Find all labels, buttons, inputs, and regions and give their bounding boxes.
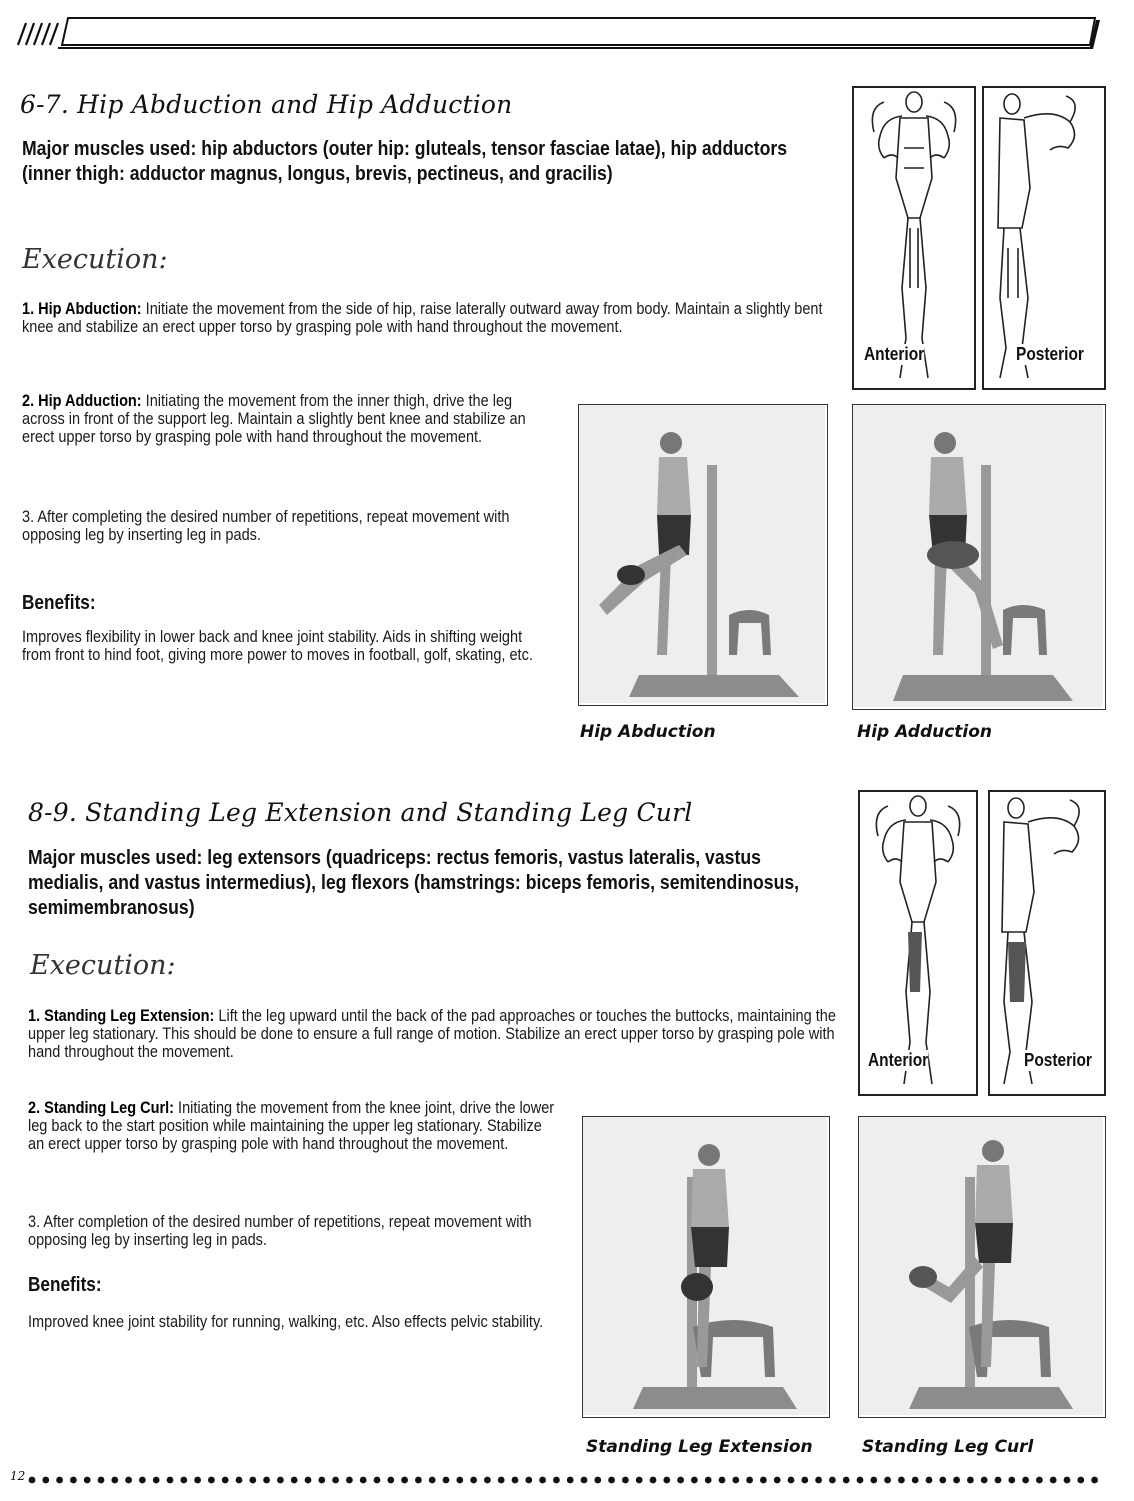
dot [939,1477,946,1484]
dot [746,1477,753,1484]
dot [139,1477,146,1484]
section-title: 6-7. Hip Abduction and Hip Adduction [20,90,513,119]
dot [581,1477,588,1484]
dot [98,1477,105,1484]
step-3-text: 3. After completing the desired number of repetitions, repeat movement with opposing leg by inserting leg in pads. [22,508,510,544]
dot [829,1477,836,1484]
step-3 [22,508,532,544]
posterior-label: Posterior [1016,344,1084,364]
dot [1022,1477,1029,1484]
dot [525,1477,532,1484]
dot [719,1477,726,1484]
anterior-label: Anterior [864,344,925,364]
dot [222,1477,229,1484]
dot [843,1477,850,1484]
dot [608,1477,615,1484]
step-2-label: 2. Hip Adduction: [22,392,142,410]
benefits-text: Improved knee joint stability for running, walking, etc. Also effects pelvic stability. [28,1313,544,1331]
dot [111,1477,118,1484]
standing-leg-extension-photo [582,1116,830,1418]
dot [1091,1477,1098,1484]
posterior-label: Posterior [1024,1050,1092,1070]
dot [898,1477,905,1484]
dotted-rule [28,1472,1108,1488]
dot [981,1477,988,1484]
step-2 [28,1099,560,1153]
dot [1064,1477,1071,1484]
standing-leg-curl-photo [858,1116,1106,1418]
step-1-label: 1. Hip Abduction: [22,300,142,318]
dot [677,1477,684,1484]
dot [277,1477,284,1484]
step-3 [28,1213,560,1249]
step-2-label: 2. Standing Leg Curl: [28,1099,175,1117]
dot [415,1477,422,1484]
leg-curl-figure-icon [859,1117,1103,1415]
dot [995,1477,1002,1484]
step-3-text: 3. After completion of the desired number of repetitions, repeat movement with opposing leg by inserting leg in pads. [28,1213,532,1249]
dot [567,1477,574,1484]
posterior-figure-icon [984,88,1104,388]
dot [926,1477,933,1484]
dot [594,1477,601,1484]
benefits-heading: Benefits: [28,1274,102,1296]
dot [56,1477,63,1484]
dot [512,1477,519,1484]
hip-abduction-figure-icon [579,405,825,703]
dot [636,1477,643,1484]
dot [498,1477,505,1484]
dot [732,1477,739,1484]
dot [236,1477,243,1484]
hip-adduction-photo [852,404,1106,710]
hip-abduction-photo [578,404,828,706]
muscles-used: Major muscles used: leg extensors (quadriceps: rectus femoris, vastus lateralis, vastus medialis, and vastus intermedius), leg flexors (hamstrings: biceps femoris, semitendinosus, semimembranosus) [28,846,800,919]
dot [401,1477,408,1484]
dot [1008,1477,1015,1484]
dot [539,1477,546,1484]
benefits-text: Improves flexibility in lower back and knee joint stability. Aids in shifting weight from front to hind foot, giving more power to moves in football, golf, skating, etc. [22,628,533,664]
dot [650,1477,657,1484]
dot [622,1477,629,1484]
execution-heading: Execution: [22,244,168,275]
dot [29,1477,36,1484]
step-1-text: Lift the leg upward until the back of the pad approaches or touches the buttocks, maintaining the upper leg stationary. This should be done to ensure a full range of motion. Stabilize an erect upper torso by grasping pole with hand throughout the movement. [28,1007,836,1061]
dot [84,1477,91,1484]
step-2-text: Initiating the movement from the knee joint, drive the lower leg back to the start position while maintaining the upper leg stationary. Stabilize an erect upper torso by grasping pole with hand throughout the movement. [28,1099,555,1153]
dot [484,1477,491,1484]
dot [194,1477,201,1484]
header-bar [10,10,1105,50]
step-1 [22,300,840,336]
caption-hip-abduction: Hip Abduction [580,722,716,742]
step-1 [28,1007,846,1061]
dot [870,1477,877,1484]
dot [125,1477,132,1484]
anterior-figure-icon [860,792,976,1094]
dot [691,1477,698,1484]
dot [387,1477,394,1484]
hip-adduction-figure-icon [853,405,1103,707]
anterior-label: Anterior [868,1050,929,1070]
dot [332,1477,339,1484]
dot [760,1477,767,1484]
dot [884,1477,891,1484]
dot [1050,1477,1057,1484]
caption-standing-leg-curl: Standing Leg Curl [862,1437,1034,1457]
benefits-heading: Benefits: [22,592,96,614]
execution-heading: Execution: [30,950,176,981]
dot [470,1477,477,1484]
dot [1036,1477,1043,1484]
dot [788,1477,795,1484]
step-2-text: Initiating the movement from the inner thigh, drive the leg across in front of the support leg. Maintain a slightly bent knee and stabilize an erect upper torso by grasping pole with hand throughout the movement. [22,392,526,446]
dot [346,1477,353,1484]
dot [42,1477,49,1484]
dot [167,1477,174,1484]
page-number: 12 [10,1469,26,1483]
dot [815,1477,822,1484]
dot [953,1477,960,1484]
dot [249,1477,256,1484]
dot [374,1477,381,1484]
dot [801,1477,808,1484]
dot [208,1477,215,1484]
caption-standing-leg-extension: Standing Leg Extension [586,1437,813,1457]
dot [263,1477,270,1484]
dot [153,1477,160,1484]
dot [318,1477,325,1484]
dot [553,1477,560,1484]
dot [291,1477,298,1484]
dot [857,1477,864,1484]
step-1-label: 1. Standing Leg Extension: [28,1007,215,1025]
dot [456,1477,463,1484]
step-1-text: Initiate the movement from the side of hip, raise laterally outward away from body. Maintain a slightly bent knee and stabilize an erect upper torso by grasping pole with hand throughout the movement. [22,300,823,336]
anterior-figure-icon [854,88,974,388]
dot [360,1477,367,1484]
dot [774,1477,781,1484]
dot [1077,1477,1084,1484]
dot [70,1477,77,1484]
dot [967,1477,974,1484]
posterior-figure-icon [990,792,1104,1094]
leg-extension-figure-icon [583,1117,827,1415]
dot [443,1477,450,1484]
caption-hip-adduction: Hip Adduction [857,722,993,742]
dot [663,1477,670,1484]
dot [705,1477,712,1484]
muscles-used: Major muscles used: hip abductors (outer hip: gluteals, tensor fasciae latae), hip adductors (inner thigh: adductor magnus, longus, brevis, pectineus, and gracilis) [22,137,788,185]
dot [429,1477,436,1484]
section-title: 8-9. Standing Leg Extension and Standing Leg Curl [28,798,693,827]
dot [912,1477,919,1484]
dot [180,1477,187,1484]
dot [305,1477,312,1484]
step-2 [22,392,553,446]
